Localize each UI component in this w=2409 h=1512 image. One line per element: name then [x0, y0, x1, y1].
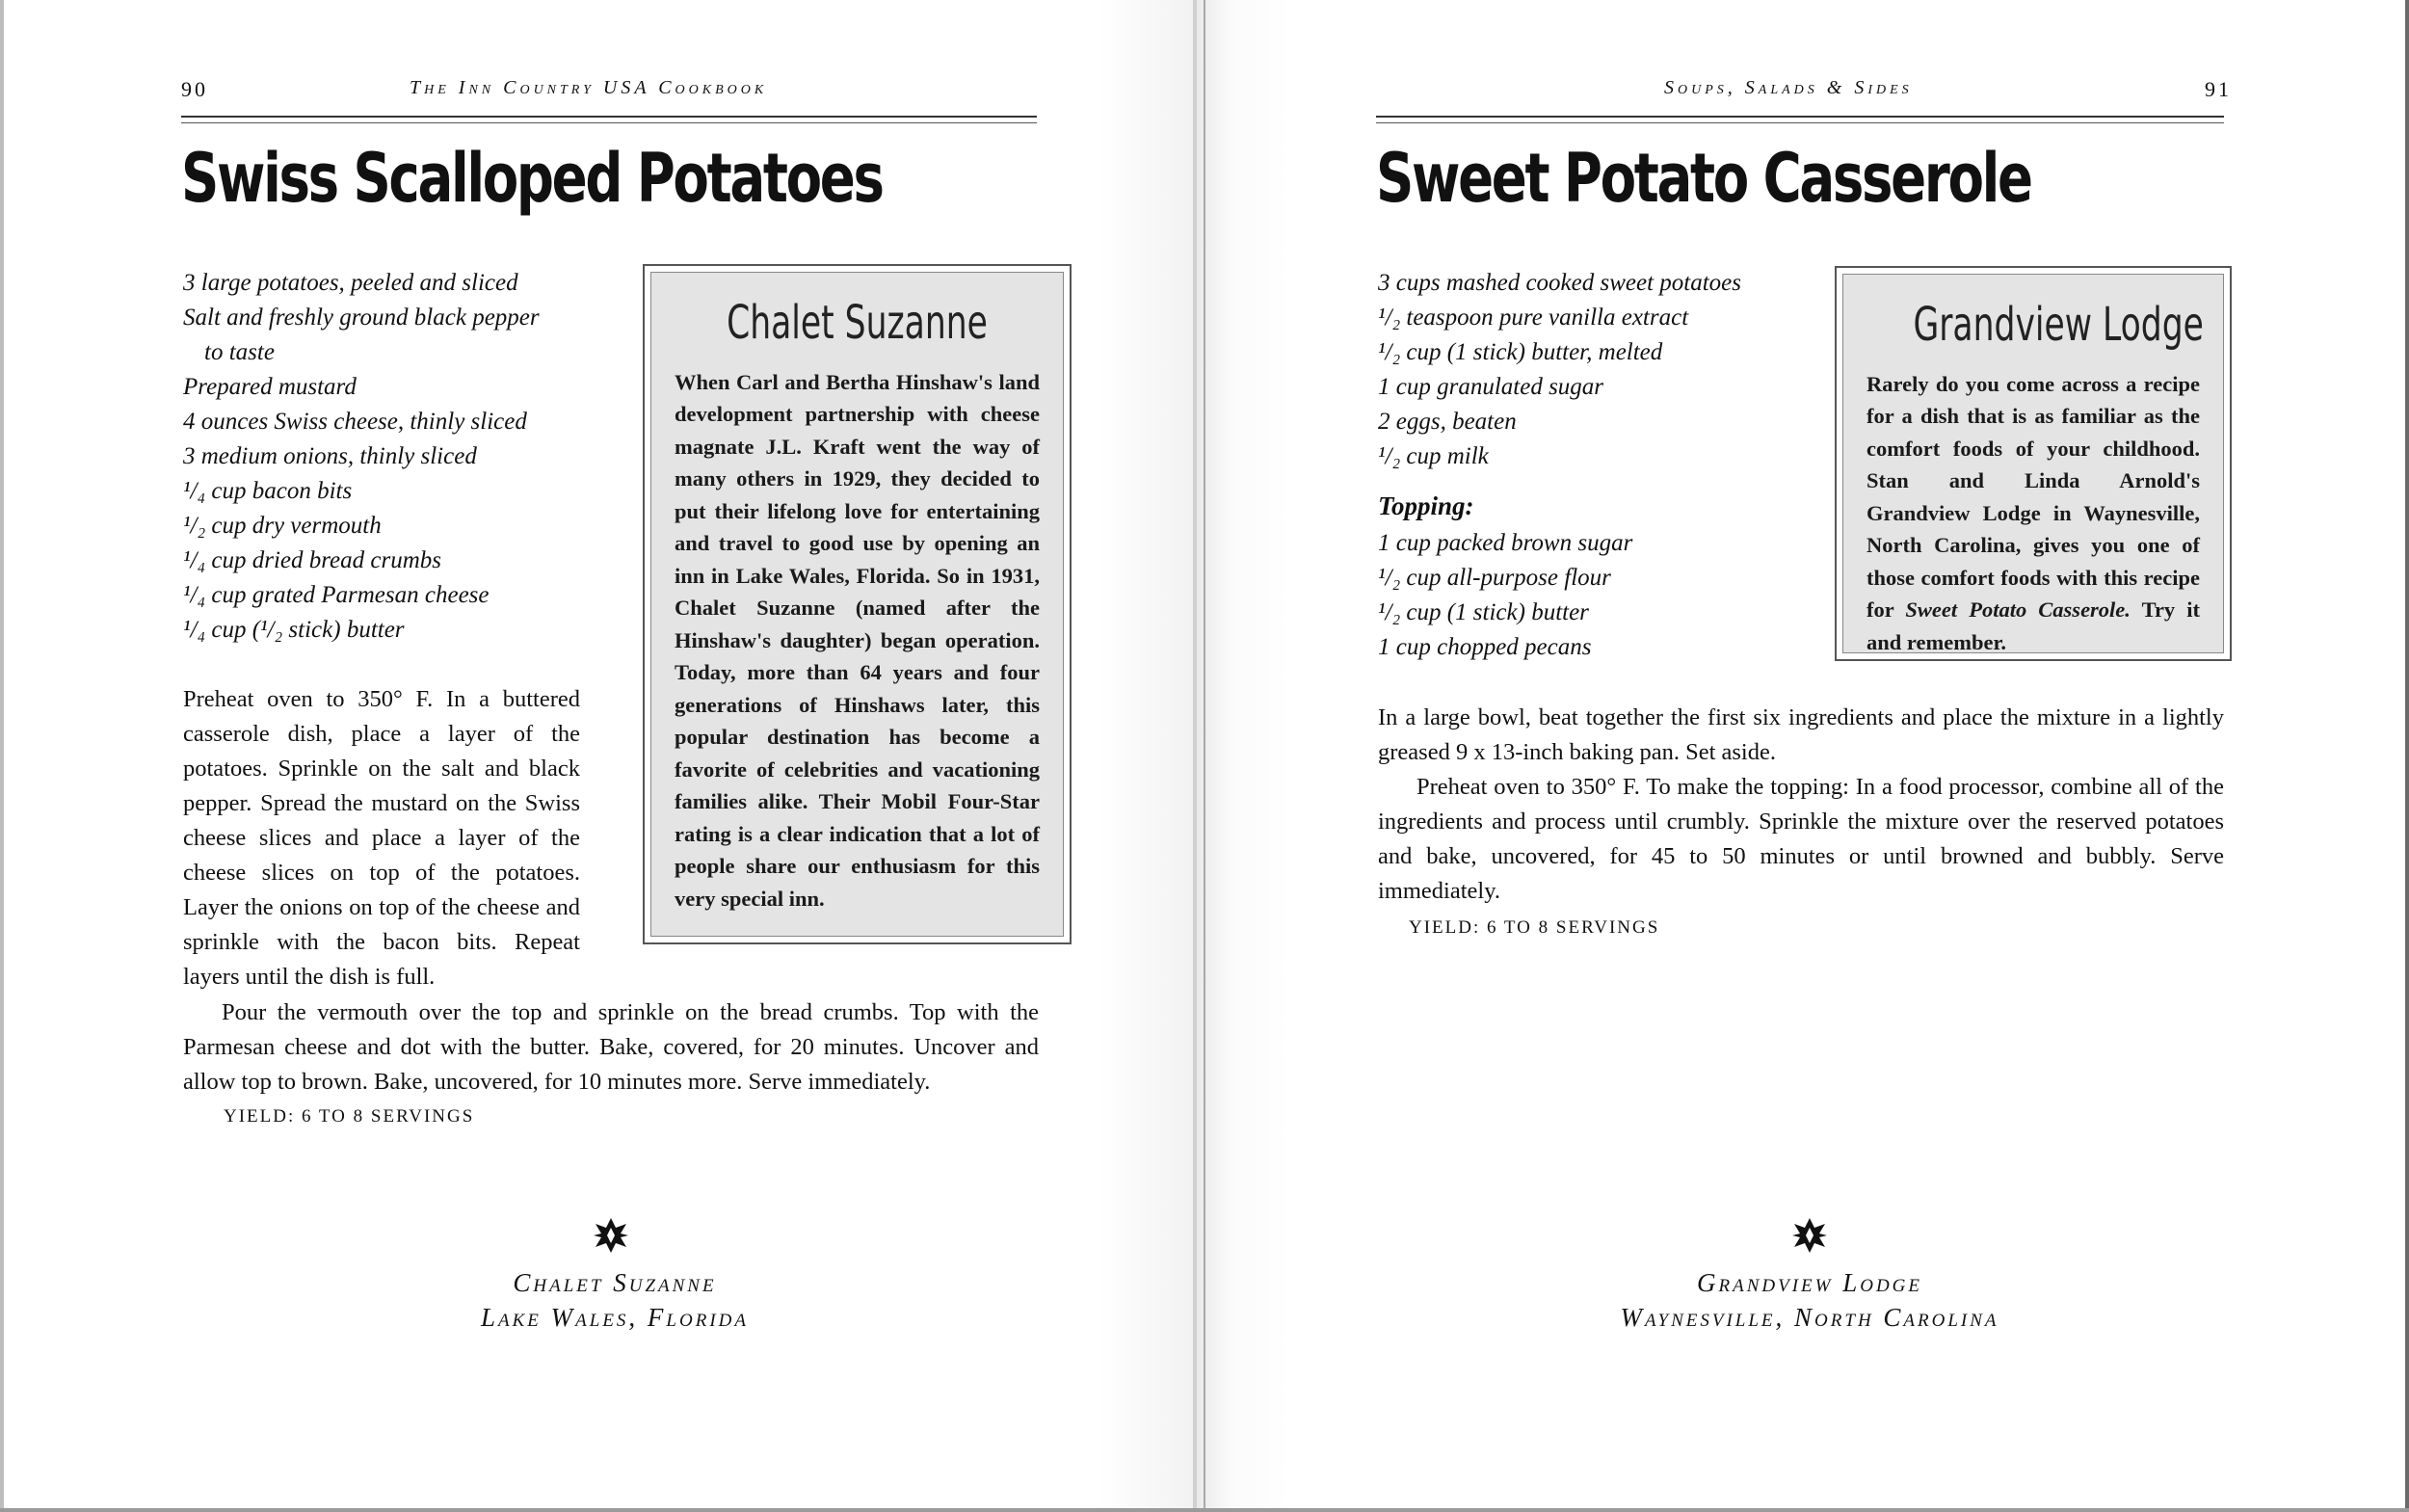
- topping-heading: Topping:: [1378, 491, 1474, 520]
- sidebar-title: Grandview Lodge: [1913, 298, 2204, 352]
- inn-name: Chalet Suzanne: [513, 1268, 717, 1297]
- right-scan-edge: [2405, 0, 2409, 1512]
- ingredient: ¹/₂ cup milk: [1378, 443, 1489, 469]
- yield-line: YIELD: 6 TO 8 SERVINGS: [224, 1106, 475, 1127]
- ingredient: ¹/₄ cup grated Parmesan cheese: [183, 582, 490, 608]
- ingredient: to taste: [204, 339, 275, 365]
- directions: [1378, 701, 2224, 909]
- topping-list: [1378, 526, 1632, 665]
- ingredient: ¹/₄ cup dried bread crumbs: [183, 547, 442, 573]
- ingredient: ¹/₂ cup dry vermouth: [183, 513, 382, 539]
- ingredient-list: [183, 266, 540, 648]
- right-page: [1195, 0, 2409, 1512]
- ingredient: ¹/₂ teaspoon pure vanilla extract: [1378, 305, 1689, 331]
- sidebar-recipe-name: Sweet Potato Casserole.: [1905, 597, 2131, 623]
- yield-line: YIELD: 6 TO 8 SERVINGS: [1409, 917, 1660, 938]
- star-ornament-icon: [1790, 1216, 1829, 1255]
- ingredient: Prepared mustard: [183, 374, 357, 400]
- ingredient: 1 cup packed brown sugar: [1378, 530, 1633, 556]
- sidebar-text: When Carl and Bertha Hinshaw's land development partnership with cheese magnate J.L. Kraft went the way of many others in 1929, they decided to put their lifelong love for entertaining and travel to good use by opening an inn in Lake Wales, Florida. So in 1931, Chalet Suzanne (named after the Hinshaw's daughter) began operation. Today, more than 64 years and four generations of Hinshaws later, this popular destination has become a favorite of celebrities and vacationing families alike. Their Mobil Four-Star rating is a clear indication that a lot of people share our enthusiasm for this very special inn.: [675, 369, 1040, 911]
- inn-location: Lake Wales, Florida: [481, 1303, 749, 1332]
- ingredient: 3 cups mashed cooked sweet potatoes: [1378, 270, 1742, 296]
- left-running-head: The Inn Country USA Cookbook: [410, 77, 768, 98]
- page-gutter-line: [1204, 0, 1205, 1512]
- directions-paragraph: Pour the vermouth over the top and sprinkle on the bread crumbs. Top with the Parmesan cheese and dot with the butter. Bake, covered, for 20 minutes. Uncover and allow top to brown. Bake, uncovered, for 10 minutes more. Serve immediately.: [183, 999, 1039, 1095]
- inn-sidebar: [1835, 266, 2232, 661]
- directions-column: [183, 682, 580, 995]
- left-scan-edge: [0, 0, 4, 1512]
- ingredient: ¹/₂ cup all-purpose flour: [1378, 565, 1611, 591]
- ingredient: ¹/₂ cup (1 stick) butter, melted: [1378, 339, 1663, 365]
- right-header-rule-thin: [1376, 122, 2224, 123]
- right-header-rule: [1376, 116, 2224, 118]
- directions-full-width: [183, 995, 1039, 1100]
- ingredient: 3 large potatoes, peeled and sliced: [183, 270, 518, 296]
- left-page: [0, 0, 1195, 1512]
- right-running-head: Soups, Salads & Sides: [1664, 77, 1913, 98]
- left-header-rule-thin: [181, 122, 1037, 123]
- inn-sidebar: [643, 264, 1072, 944]
- directions-paragraph: In a large bowl, beat together the first six ingredients and place the mixture in a lightly greased 9 x 13-inch baking pan. Set aside.: [1378, 704, 2224, 765]
- ingredient: Salt and freshly ground black pepper: [183, 305, 540, 331]
- inn-location: Waynesville, North Carolina: [1620, 1303, 1999, 1332]
- star-ornament-icon: [592, 1216, 630, 1255]
- recipe-title: Swiss Scalloped Potatoes: [181, 139, 883, 218]
- directions-paragraph: Preheat oven to 350° F. In a buttered casserole dish, place a layer of the potatoes. Sprinkle on the salt and black pepper. Spread the mustard on the Swiss cheese slices and place a layer of the cheese slices on top of the potatoes. Layer the onions on top of the cheese and sprinkle with the bacon bits. Repeat layers until the dish is full.: [183, 686, 580, 990]
- bottom-scan-edge: [0, 1508, 2409, 1512]
- right-page-number: 91: [2205, 77, 2232, 101]
- ingredient-list: [1378, 266, 1741, 474]
- sidebar-title: Chalet Suzanne: [727, 296, 988, 350]
- ingredient: ¹/₂ cup (1 stick) butter: [1378, 599, 1589, 625]
- ingredient: 3 medium onions, thinly sliced: [183, 443, 477, 469]
- sidebar-panel: [1842, 274, 2224, 653]
- left-header-rule: [181, 116, 1037, 118]
- inn-name: Grandview Lodge: [1696, 1268, 1922, 1297]
- ingredient: 2 eggs, beaten: [1378, 409, 1517, 435]
- page-gutter: [1193, 0, 1197, 1512]
- ingredient: 1 cup chopped pecans: [1378, 634, 1592, 660]
- sidebar-text: [1866, 368, 2200, 659]
- sidebar-text-start: Rarely do you come across a recipe for a dish that is as familiar as the comfort foods of your childhood. Stan and Linda Arnold's Grandview Lodge in Waynesville, North Carolina, gives you one of those comfort foods with this recipe for: [1866, 371, 2200, 623]
- sidebar-panel: [650, 272, 1064, 937]
- ingredient: 1 cup granulated sugar: [1378, 374, 1604, 400]
- ingredient: ¹/₄ cup bacon bits: [183, 478, 353, 504]
- ingredient: 4 ounces Swiss cheese, thinly sliced: [183, 409, 527, 435]
- sidebar-text-end: Try it and remember.: [1866, 597, 2200, 654]
- left-page-number: 90: [181, 77, 208, 101]
- recipe-title: Sweet Potato Casserole: [1376, 139, 2031, 218]
- directions-paragraph: Preheat oven to 350° F. To make the topping: In a food processor, combine all of the ingredients and process until crumbly. Sprinkle the mixture over the reserved potatoes and bake, uncovered, for 45 to 50 minutes or until browned and bubbly. Serve immediately.: [1378, 774, 2224, 904]
- ingredient: ¹/₄ cup (¹/₂ stick) butter: [183, 617, 405, 643]
